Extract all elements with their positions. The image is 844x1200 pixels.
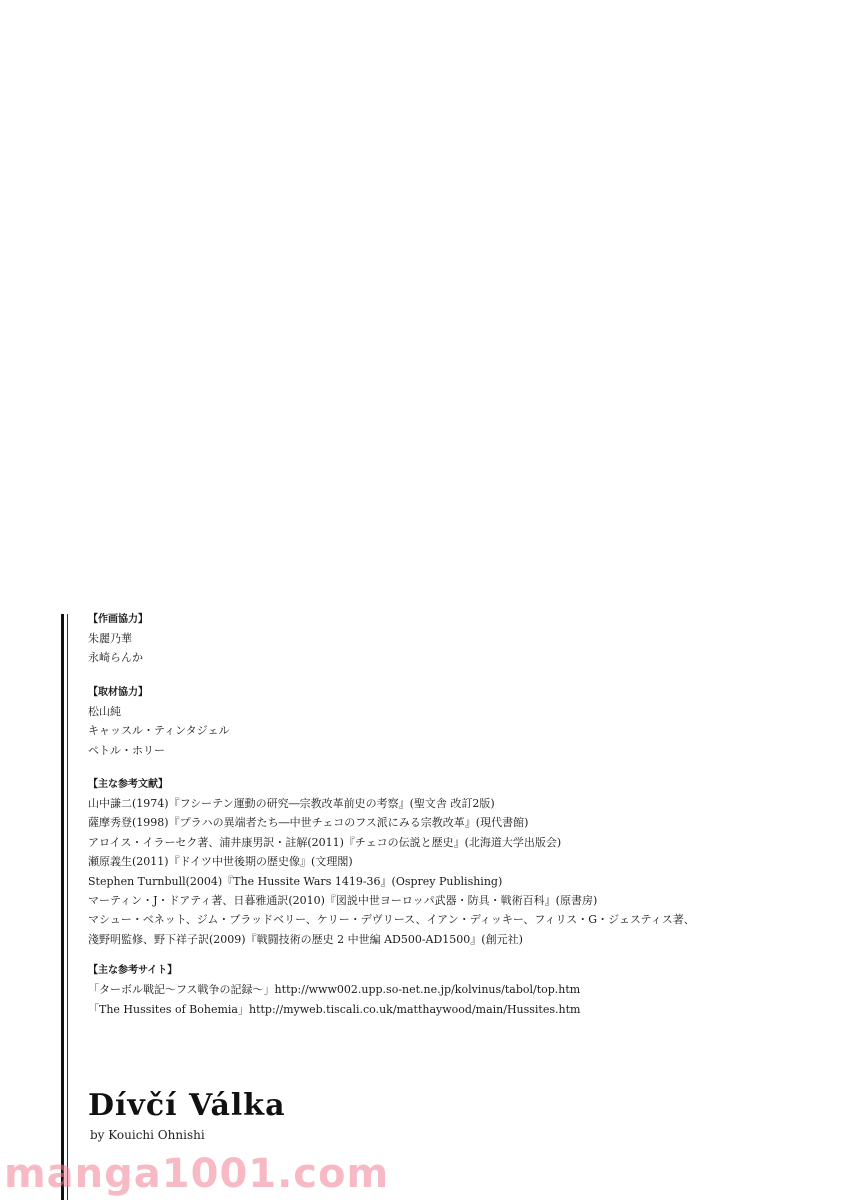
title-logo: Dívčí Válka [88,1088,286,1123]
reference-line: 淺野明監修、野下祥子訳(2009)『戦闘技術の歴史 2 中世編 AD500-AD1500』(創元社) [88,932,523,946]
reference-line: マシュー・ベネット、ジム・ブラッドベリー、ケリー・デヴリース、イアン・ディッキー、フィリス・G・ジェスティス著、 [88,913,695,927]
reference-site-line: 「The Hussites of Bohemia」http://myweb.tiscali.co.uk/matthaywood/main/Hussites.htm [88,1002,581,1016]
credit-line: ペトル・ホリー [88,743,165,757]
section-heading: 【作画協力】 [88,614,148,625]
author-byline: by Kouichi Ohnishi [90,1128,205,1142]
section-list [88,980,828,1019]
credit-line: 松山純 [88,704,121,718]
section-list [88,629,828,668]
section-research-cooperation [88,685,828,760]
section-heading: 【主な参考文献】 [88,779,168,791]
section-heading: 【主な参考サイト】 [88,965,178,977]
watermark: manga1001.com [4,1151,390,1197]
section-art-cooperation [88,612,828,668]
credits-block [88,612,828,1019]
section-list [88,794,828,949]
vertical-rule-thin [67,614,68,1200]
credit-line: キャッスル・ティンタジェル [88,724,230,738]
reference-line: Stephen Turnbull(2004)『The Hussite Wars 1419-36』(Osprey Publishing) [88,874,503,888]
vertical-rule-thick [61,614,64,1200]
reference-line: 山中謙二(1974)『フシーテン運動の研究―宗教改革前史の考察』(聖文舎 改訂2版) [88,797,495,811]
credit-line: 永崎らんか [88,651,143,665]
reference-line: マーティン・J・ドアティ著、日暮雅通訳(2010)『図説中世ヨーロッパ武器・防具・戦術百科』(原書房) [88,894,598,908]
section-references [88,777,828,949]
reference-site-line: 「ターボル戦記～フス戦争の記録～」http://www002.upp.so-net.ne.jp/kolvinus/tabol/top.htm [88,983,581,997]
credit-line: 朱麗乃華 [88,632,132,645]
section-list [88,702,828,760]
section-heading: 【取材協力】 [88,686,148,698]
section-reference-sites [88,963,828,1019]
reference-line: アロイス・イラーセク著、浦井康男訳・註解(2011)『チェコの伝説と歴史』(北海道大学出版会) [88,835,562,849]
reference-line: 薩摩秀登(1998)『プラハの異端者たち―中世チェコのフス派にみる宗教改革』(現代書館) [88,816,529,830]
reference-line: 瀬原義生(2011)『ドイツ中世後期の歴史像』(文理閣) [88,855,353,869]
